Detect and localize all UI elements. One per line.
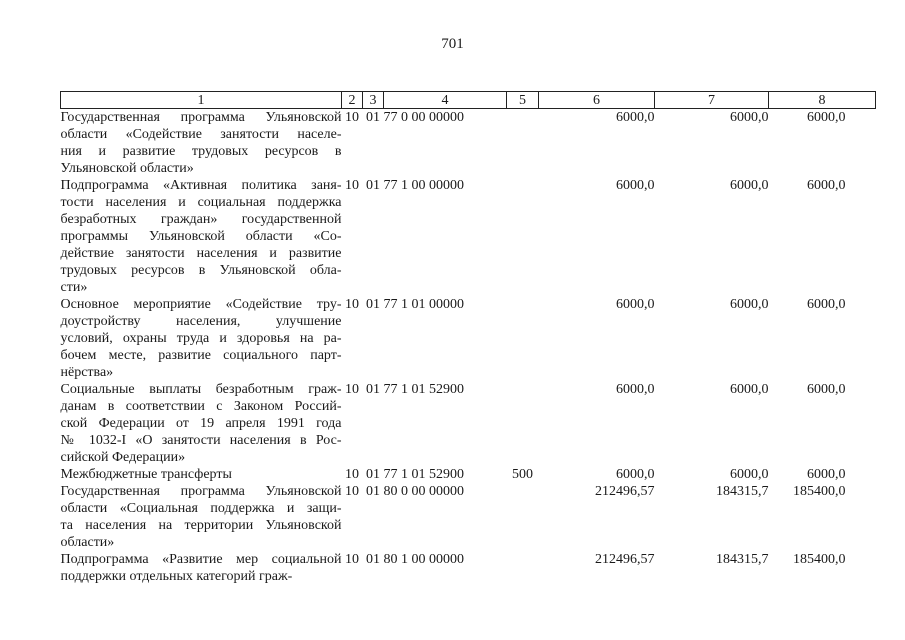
section-code: 10 (345, 110, 359, 125)
amount-col-8: 6000,0 (807, 382, 846, 397)
row-name (61, 296, 342, 381)
section-code: 10 (345, 552, 359, 567)
amount-col-7: 6000,0 (730, 382, 769, 397)
amount-col-7: 184315,7 (716, 552, 769, 567)
section-code: 10 (345, 297, 359, 312)
row-name (61, 109, 342, 178)
table-row (61, 381, 876, 466)
column-header-4: 4 (384, 92, 507, 109)
expense-type-code (507, 296, 539, 381)
row-name-line: Основное мероприятие «Содействие тру- (60, 297, 342, 312)
row-name-line: области «Социальная поддержка и защи- (60, 501, 342, 516)
table-row (61, 296, 876, 381)
row-name-line: Государственная программа Ульяновской (60, 484, 342, 499)
amount-col-8: 185400,0 (793, 484, 846, 499)
column-header-5: 5 (507, 92, 539, 109)
row-name-line: доустройству населения, улучшение (60, 314, 342, 329)
row-name-line: данам в соответствии с Законом Россий- (60, 399, 342, 414)
table-row (61, 551, 876, 585)
expense-type-code (507, 483, 539, 551)
table-row (61, 109, 876, 178)
section-code: 10 (345, 382, 359, 397)
target-article-code: 77 0 00 00000 (383, 110, 464, 125)
amount-col-8: 6000,0 (807, 178, 846, 193)
row-name-line: бочем месте, развитие социального парт- (60, 348, 342, 363)
amount-col-8: 6000,0 (807, 297, 846, 312)
column-header-1: 1 (61, 92, 342, 109)
column-header-3: 3 (363, 92, 384, 109)
amount-col-6: 212496,57 (595, 552, 655, 567)
amount-col-7: 6000,0 (730, 110, 769, 125)
row-name (61, 483, 342, 551)
section-code: 10 (345, 467, 359, 482)
row-name (61, 177, 342, 296)
amount-col-8: 6000,0 (807, 110, 846, 125)
subsection-code: 01 (366, 178, 380, 193)
subsection-code: 01 (366, 484, 380, 499)
target-article-code: 77 1 01 00000 (383, 297, 464, 312)
section-code: 10 (345, 484, 359, 499)
amount-col-8: 185400,0 (793, 552, 846, 567)
amount-col-6: 212496,57 (595, 484, 655, 499)
row-name-line: действие занятости населения и развитие (60, 246, 342, 261)
amount-col-7: 6000,0 (730, 467, 769, 482)
expense-type-code: 500 (512, 467, 533, 482)
table-row (61, 483, 876, 551)
target-article-code: 77 1 01 52900 (383, 382, 464, 397)
subsection-code: 01 (366, 467, 380, 482)
column-header-6: 6 (539, 92, 655, 109)
header-row (61, 92, 876, 109)
amount-col-8: 6000,0 (807, 467, 846, 482)
row-name-line: поддержки отдельных категорий граж- (60, 569, 293, 584)
column-header-7: 7 (655, 92, 769, 109)
expense-type-code (507, 109, 539, 178)
row-name (61, 466, 342, 483)
table-row (61, 177, 876, 296)
row-name-line: области» (60, 535, 115, 550)
row-name-line: ния и развитие трудовых ресурсов в (60, 144, 342, 159)
expense-type-code (507, 381, 539, 466)
row-name-line: та населения на территории Ульяновской (60, 518, 342, 533)
row-name-line: Подпрограмма «Активная политика заня- (60, 178, 342, 193)
target-article-code: 80 1 00 00000 (383, 552, 464, 567)
subsection-code: 01 (366, 382, 380, 397)
table-body (61, 109, 876, 586)
target-article-code: 80 0 00 00000 (383, 484, 464, 499)
amount-col-6: 6000,0 (616, 110, 655, 125)
row-name-line: трудовых ресурсов в Ульяновской обла- (60, 263, 342, 278)
row-name-line: сийской Федерации» (60, 450, 186, 465)
subsection-code: 01 (366, 297, 380, 312)
column-header-2: 2 (342, 92, 363, 109)
row-name-line: безработных граждан» государственной (60, 212, 342, 227)
row-name-line: № 1032-I «О занятости населения в Рос- (60, 433, 342, 448)
target-article-code: 77 1 00 00000 (383, 178, 464, 193)
amount-col-6: 6000,0 (616, 382, 655, 397)
row-name-line: программы Ульяновской области «Со- (60, 229, 342, 244)
table-row (61, 466, 876, 483)
row-name-line: условий, охраны труда и здоровья на ра- (60, 331, 342, 346)
amount-col-7: 184315,7 (716, 484, 769, 499)
row-name-line: Государственная программа Ульяновской (60, 110, 342, 125)
budget-table (60, 91, 876, 585)
row-name-line: нёрства» (60, 365, 114, 380)
page-number: 701 (441, 36, 464, 52)
amount-col-6: 6000,0 (616, 297, 655, 312)
expense-type-code (507, 177, 539, 296)
subsection-code: 01 (366, 552, 380, 567)
amount-col-7: 6000,0 (730, 178, 769, 193)
row-name-line: сти» (60, 280, 88, 295)
row-name-line: Социальные выплаты безработным граж- (60, 382, 342, 397)
row-name (61, 551, 342, 585)
section-code: 10 (345, 178, 359, 193)
row-name-line: тости населения и социальная поддержка (60, 195, 342, 210)
row-name-line: ской Федерации от 19 апреля 1991 года (60, 416, 342, 431)
expense-type-code (507, 551, 539, 585)
target-article-code: 77 1 01 52900 (383, 467, 464, 482)
row-name-line: Межбюджетные трансферты (60, 467, 232, 482)
table-header (61, 92, 876, 109)
amount-col-6: 6000,0 (616, 467, 655, 482)
subsection-code: 01 (366, 110, 380, 125)
amount-col-6: 6000,0 (616, 178, 655, 193)
column-header-8: 8 (769, 92, 876, 109)
row-name-line: Подпрограмма «Развитие мер социальной (60, 552, 342, 567)
row-name-line: Ульяновской области» (60, 161, 194, 176)
row-name (61, 381, 342, 466)
row-name-line: области «Содействие занятости населе- (60, 127, 342, 142)
amount-col-7: 6000,0 (730, 297, 769, 312)
